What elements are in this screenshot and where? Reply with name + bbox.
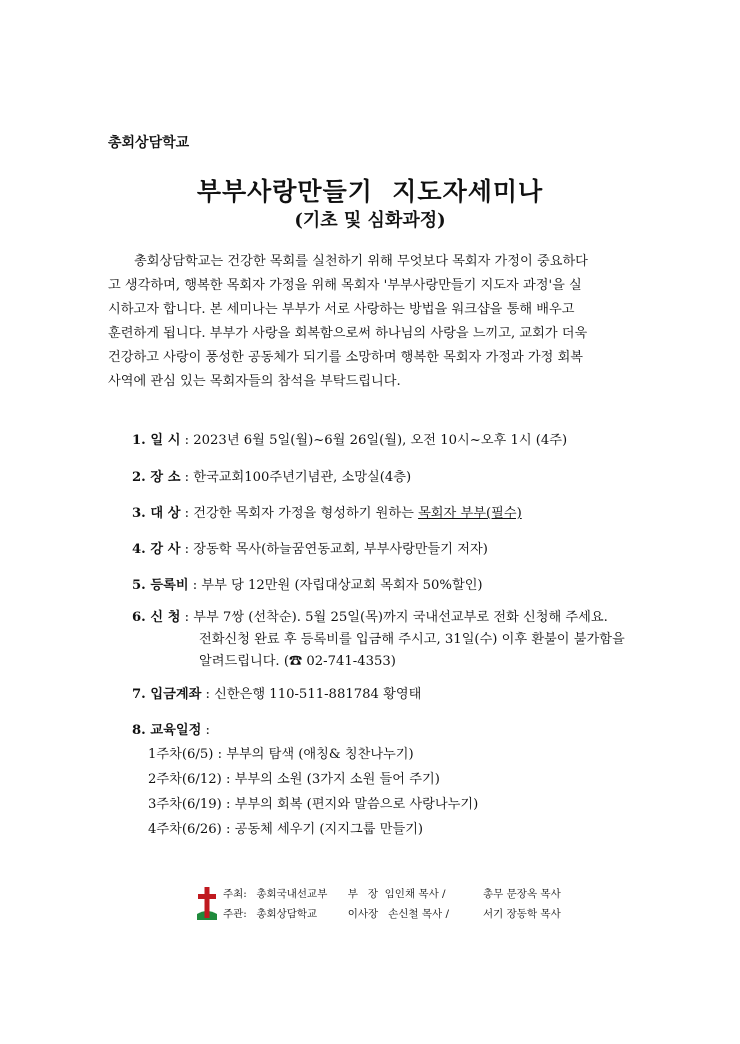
footer-org: 총회국내선교부	[256, 888, 328, 900]
item-speaker: 4. 강 사 : 장동학 목사(하늘꿈연동교회, 부부사랑만들기 저자)	[132, 542, 488, 557]
footer-host	[223, 886, 561, 901]
footer-person: 부 장 임인채 목사 /	[347, 888, 446, 900]
item-place: 2. 장 소 : 한국교회100주년기념관, 소망실(4층)	[132, 470, 412, 485]
item-label: 3. 대 상	[132, 506, 181, 521]
item-label: 6. 신 청	[132, 610, 181, 625]
item-label: 4. 강 사	[132, 542, 181, 557]
footer-person: 서기 장동학 목사	[483, 908, 561, 920]
item-text: 2023년 6월 5일(월)~6월 26일(월), 오전 10시~오후 1시 (4주)	[193, 433, 568, 448]
schedule-row: 1주차(6/5) : 부부의 탐색 (애칭& 칭찬나누기)	[148, 747, 414, 762]
schedule-row: 2주차(6/12) : 부부의 소원 (3가지 소원 들어 주기)	[148, 772, 440, 787]
item-text-cont: 알려드립니다. (☎ 02-741-4353)	[199, 654, 396, 669]
item-text: 장동학 목사(하늘꿈연동교회, 부부사랑만들기 저자)	[193, 542, 488, 557]
intro-line: 총회상담학교는 건강한 목회를 실천하기 위해 무엇보다 목회자 가정이 중요하다	[134, 254, 588, 269]
footer-person: 이사장 손신철 목사 /	[347, 908, 450, 920]
schedule-row: 3주차(6/19) : 부부의 회복 (편지와 말씀으로 사랑나누기)	[148, 797, 479, 812]
item-schedule: 8. 교육일정 :	[132, 723, 210, 738]
intro-paragraph	[108, 250, 664, 394]
item-underlined: 목회자 부부(필수)	[418, 506, 522, 521]
intro-line: 사역에 관심 있는 목회자들의 참석을 부탁드립니다.	[108, 374, 401, 389]
intro-line: 고 생각하며, 행복한 목회자 가정을 위해 목회자 '부부사랑만들기 지도자 과정'을 실	[108, 278, 582, 293]
item-text: 부부 7쌍 (선착순). 5월 25일(목)까지 국내선교부로 전화 신청해 주세요.	[193, 610, 608, 625]
item-text: 건강한 목회자 가정을 형성하기 원하는	[193, 506, 419, 521]
item-label: 2. 장 소	[132, 470, 181, 485]
item-date: 1. 일 시 : 2023년 6월 5일(월)~6월 26일(월), 오전 10시~오후 1시 (4주)	[132, 433, 568, 448]
item-label: 1. 일 시	[132, 433, 181, 448]
footer-org: 총회상담학교	[256, 908, 318, 920]
page-subtitle: (기초 및 심화과정)	[294, 210, 446, 231]
footer-person: 총무 문장옥 목사	[483, 888, 561, 900]
intro-line: 건강하고 사랑이 풍성한 공동체가 되기를 소망하며 행복한 목회자 가정과 가정 회복	[108, 350, 584, 365]
footer-organizer	[223, 906, 561, 921]
intro-line: 훈련하게 됩니다. 부부가 사랑을 회복함으로써 하나님의 사랑을 느끼고, 교회가 더욱	[108, 326, 588, 341]
item-label: 5. 등록비	[132, 578, 189, 593]
item-fee: 5. 등록비 : 부부 당 12만원 (자립대상교회 목회자 50%할인)	[132, 578, 483, 593]
item-text: 부부 당 12만원 (자립대상교회 목회자 50%할인)	[201, 578, 483, 593]
item-text-cont: 전화신청 완료 후 등록비를 입금해 주시고, 31일(수) 이후 환불이 불가함을	[199, 632, 625, 647]
footer-role: 주최:	[223, 888, 247, 900]
footer	[195, 884, 575, 924]
footer-role: 주관:	[223, 908, 247, 920]
item-text: 한국교회100주년기념관, 소망실(4층)	[193, 470, 412, 485]
church-cross-logo	[195, 886, 219, 922]
intro-line: 시하고자 합니다. 본 세미나는 부부가 서로 사랑하는 방법을 워크샵을 통해 배우고	[108, 302, 575, 317]
item-target: 3. 대 상 : 건강한 목회자 가정을 형성하기 원하는 목회자 부부(필수)	[132, 506, 522, 521]
item-label: 7. 입금계좌	[132, 687, 202, 702]
schedule-row: 4주차(6/26) : 공동체 세우기 (지지그룹 만들기)	[148, 822, 424, 837]
item-apply: 6. 신 청 : 부부 7쌍 (선착순). 5월 25일(목)까지 국내선교부로 전화 신청해 주세요. 전화신청 완료 후 등록비를 입금해 주시고, 31일(수) 이후 환불이 불가함을 알려드립니다. (☎ 02-741-4353)	[132, 607, 625, 673]
page-title: 부부사랑만들기 지도자세미나	[196, 177, 544, 206]
school-name: 총회상담학교	[108, 135, 190, 151]
item-label: 8. 교육일정	[132, 723, 202, 738]
item-text: 신한은행 110-511-881784 황영태	[214, 687, 422, 702]
item-account: 7. 입금계좌 : 신한은행 110-511-881784 황영태	[132, 687, 422, 702]
